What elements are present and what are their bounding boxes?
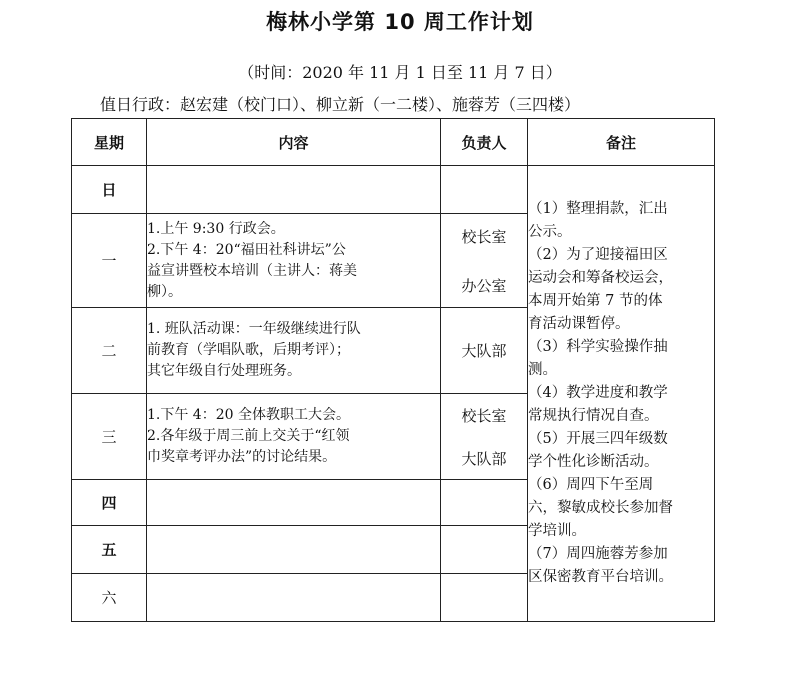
content-line: 1. 班队活动课：一年级继续进行队 <box>147 321 361 337</box>
note-line: 本周开始第 7 节的体 <box>528 293 663 309</box>
content-cell <box>147 526 441 574</box>
content-line: 其它年级自行处理班务。 <box>147 363 301 379</box>
day-cell: 六 <box>72 574 147 622</box>
header-owner: 负责人 <box>441 119 528 166</box>
content-cell <box>147 394 441 480</box>
note-line: 运动会和筹备校运会， <box>528 270 673 286</box>
header-notes: 备注 <box>528 119 715 166</box>
note-line: 育活动课暂停。 <box>528 316 630 332</box>
note-line: 六，黎敏成校长参加督 <box>528 500 673 516</box>
work-plan-table <box>71 118 715 622</box>
note-line: 公示。 <box>528 224 572 240</box>
content-cell <box>147 214 441 308</box>
content-line: 1.上午 9:30 行政会。 <box>147 220 285 237</box>
note-line: 区保密教育平台培训。 <box>528 569 673 585</box>
content-line: 1.下午 4：20 全体教职工大会。 <box>147 407 350 423</box>
content-cell <box>147 574 441 622</box>
note-line: （7）周四施蓉芳参加 <box>528 546 668 562</box>
content-line: 益宣讲暨校本培训（主讲人：蒋美 <box>147 262 357 279</box>
owner-name: 办公室 <box>461 276 507 295</box>
note-line: 学培训。 <box>528 523 586 539</box>
content-cell <box>147 308 441 394</box>
owner-name: 校长室 <box>461 406 507 425</box>
owner-cell <box>441 480 528 526</box>
duty-admin-line: 值日行政：赵宏建（校门口）、柳立新（一二楼）、施蓉芳（三四楼） <box>100 95 581 114</box>
owner-cell <box>441 394 528 480</box>
content-line: 2.下午 4：20“福田社科讲坛”公 <box>147 241 346 258</box>
note-line: 测。 <box>528 362 557 378</box>
day-cell: 二 <box>72 308 147 394</box>
owner-cell <box>441 574 528 622</box>
table-header-row <box>72 119 715 166</box>
owner-name: 大队部 <box>461 449 507 468</box>
note-line: （6）周四下午至周 <box>528 477 654 493</box>
note-line: （2）为了迎接福田区 <box>528 247 668 263</box>
note-line: 常规执行情况自查。 <box>528 408 659 424</box>
content-cell <box>147 480 441 526</box>
header-content: 内容 <box>147 119 441 166</box>
content-cell <box>147 166 441 214</box>
content-line: 柳）。 <box>147 283 182 300</box>
owner-cell <box>441 166 528 214</box>
time-range: （时间：2020 年 11 月 1 日至 11 月 7 日） <box>238 63 562 82</box>
notes-cell <box>528 166 715 622</box>
note-line: （1）整理捐款，汇出 <box>528 201 668 217</box>
note-line: （3）科学实验操作抽 <box>528 339 668 355</box>
content-line: 巾奖章考评办法”的讨论结果。 <box>147 449 337 465</box>
day-cell: 一 <box>72 214 147 308</box>
note-line: （5）开展三四年级数 <box>528 431 668 447</box>
note-line: （4）教学进度和教学 <box>528 385 668 401</box>
day-cell: 五 <box>72 526 147 574</box>
header-day: 星期 <box>72 119 147 166</box>
day-cell: 日 <box>72 166 147 214</box>
day-cell: 三 <box>72 394 147 480</box>
table-row <box>72 166 715 214</box>
owner-cell <box>441 308 528 394</box>
owner-name: 大队部 <box>461 342 507 360</box>
owner-cell <box>441 214 528 308</box>
content-line: 2.各年级于周三前上交关于“红领 <box>147 428 350 444</box>
day-cell: 四 <box>72 480 147 526</box>
owner-cell <box>441 526 528 574</box>
content-line: 前教育（学唱队歌，后期考评）； <box>147 342 350 358</box>
note-line: 学个性化诊断活动。 <box>528 454 659 470</box>
page-title: 梅林小学第 10 周工作计划 <box>266 10 534 34</box>
owner-name: 校长室 <box>461 227 507 246</box>
